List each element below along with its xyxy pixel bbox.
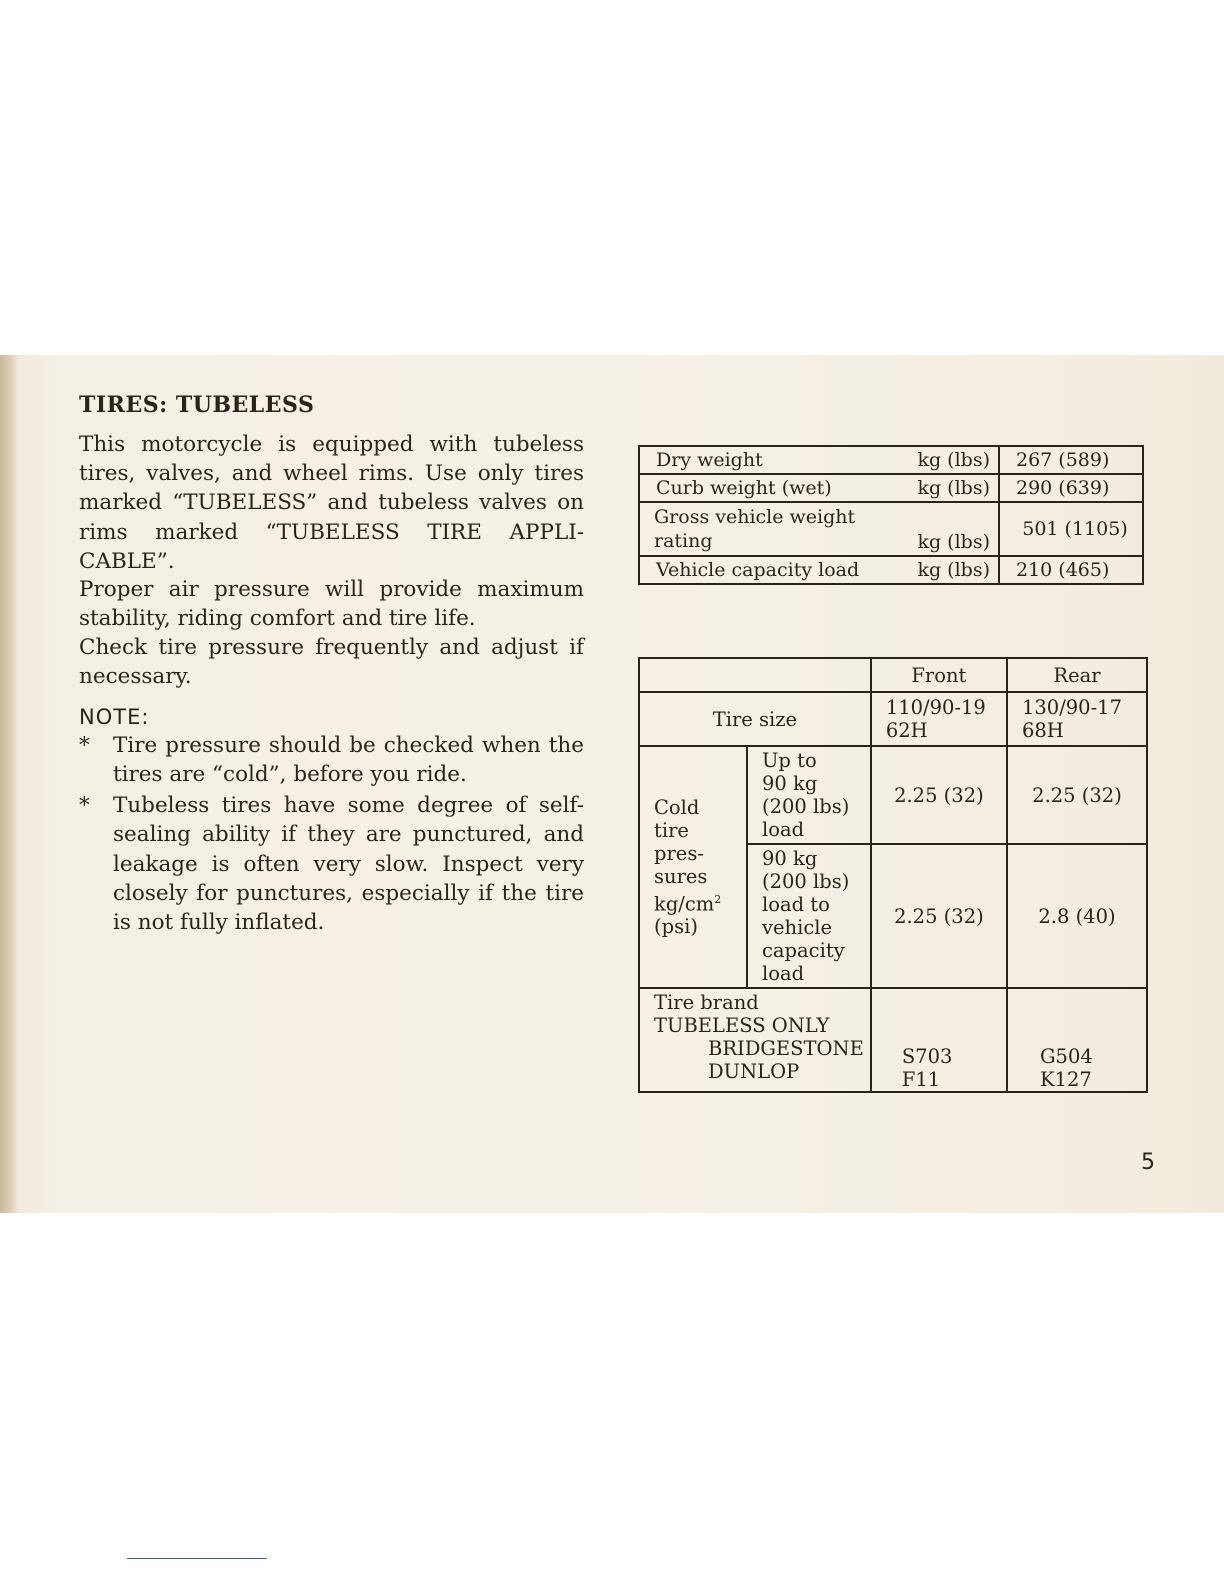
front-tire-model: S703 xyxy=(901,1045,953,1068)
condition-line: load xyxy=(762,818,805,841)
front-tire-size xyxy=(871,692,1007,746)
table-row xyxy=(639,556,1143,584)
table-row xyxy=(639,746,1147,844)
note-item-text: Tubeless tires have some degree of self-sealing ability if they are punctured, and leakage is often very slow. Inspect very closely for punctures, especially if the tire is not fully inflated. xyxy=(113,793,584,936)
weight-value: 267 (589) xyxy=(999,446,1143,474)
pressure-paragraph: Proper air pressure will provide maximum stability, riding comfort and tire life. xyxy=(79,577,584,632)
table-header-row xyxy=(639,658,1147,692)
rear-tire-size-line: 130/90-17 xyxy=(1021,696,1122,719)
front-tire-size-line: 110/90-19 xyxy=(885,696,986,719)
weight-table xyxy=(638,445,1144,585)
rear-brand xyxy=(1007,988,1147,1092)
load-condition-full xyxy=(747,844,871,988)
table-row xyxy=(639,474,1143,502)
weight-value: 290 (639) xyxy=(999,474,1143,502)
note-item xyxy=(79,731,584,790)
front-tire-model: F11 xyxy=(901,1068,941,1091)
brand-sublabel: TUBELESS ONLY xyxy=(654,1014,830,1037)
weight-label: Vehicle capacity load xyxy=(639,556,894,584)
empty-header-cell xyxy=(639,658,871,692)
condition-line: (200 lbs) xyxy=(762,795,850,818)
condition-line: load to xyxy=(762,893,830,916)
weight-value: 210 (465) xyxy=(999,556,1143,584)
condition-line: vehicle xyxy=(762,916,833,939)
rear-tire-model: K127 xyxy=(1039,1068,1092,1091)
condition-line: (200 lbs) xyxy=(762,870,850,893)
table-row xyxy=(639,446,1143,474)
rear-tire-size-line: 68H xyxy=(1021,719,1064,742)
cold-pressure-label xyxy=(639,746,747,988)
label-line: sures xyxy=(654,864,708,888)
table-row xyxy=(639,988,1147,1092)
weight-unit: kg (lbs) xyxy=(894,502,999,556)
rear-tire-model: G504 xyxy=(1039,1045,1093,1068)
brand-maker: BRIDGESTONE xyxy=(708,1037,864,1060)
tire-brand-label xyxy=(639,988,871,1092)
note-item-text: Tire pressure should be checked when the tires are “cold”, before you ride. xyxy=(113,733,584,788)
bullet-star: * xyxy=(79,793,90,818)
weight-unit: kg (lbs) xyxy=(894,446,999,474)
section-heading: TIRES: TUBELESS xyxy=(79,392,315,418)
front-pressure-full: 2.25 (32) xyxy=(871,844,1007,988)
condition-line: 90 kg xyxy=(762,772,818,795)
weight-value: 501 (1105) xyxy=(999,502,1143,556)
intro-paragraph: This motorcycle is equipped with tubeless tires, valves, and wheel rims. Use only tires marked “TUBELESS” and tubeless valves on rims marked “TUBELESS TIRE APPLI-CABLE”. xyxy=(79,432,584,574)
condition-line: load xyxy=(762,962,805,985)
manual-page-scan xyxy=(0,355,1224,1213)
brand-label: Tire brand xyxy=(654,991,759,1014)
front-header: Front xyxy=(871,658,1007,692)
weight-label: Gross vehicle weight rating xyxy=(639,502,894,556)
note-item xyxy=(79,791,584,937)
page-binding-shadow xyxy=(0,355,18,1213)
label-line: tire xyxy=(654,818,689,842)
load-condition-light xyxy=(747,746,871,844)
rear-pressure-light: 2.25 (32) xyxy=(1007,746,1147,844)
front-tire-size-line: 62H xyxy=(885,719,928,742)
front-brand xyxy=(871,988,1007,1092)
unit-text: kg/cm xyxy=(654,892,715,916)
tire-spec-table xyxy=(638,657,1148,1093)
condition-line: capacity xyxy=(762,939,845,962)
rear-tire-size xyxy=(1007,692,1147,746)
condition-line: 90 kg xyxy=(762,847,818,870)
label-line xyxy=(654,888,740,916)
weight-label: Curb weight (wet) xyxy=(639,474,894,502)
table-row xyxy=(639,692,1147,746)
footer-rule xyxy=(127,1558,267,1559)
front-pressure-light: 2.25 (32) xyxy=(871,746,1007,844)
tire-size-label: Tire size xyxy=(639,692,871,746)
label-line: Cold xyxy=(654,795,700,819)
weight-unit: kg (lbs) xyxy=(894,556,999,584)
brand-maker: DUNLOP xyxy=(708,1060,800,1083)
label-line: pres- xyxy=(654,841,704,865)
check-paragraph: Check tire pressure frequently and adjust if necessary. xyxy=(79,635,584,690)
rear-pressure-full: 2.8 (40) xyxy=(1007,844,1147,988)
condition-line: Up to xyxy=(762,749,817,772)
rear-header: Rear xyxy=(1007,658,1147,692)
weight-label: Dry weight xyxy=(639,446,894,474)
label-line: (psi) xyxy=(654,915,698,939)
note-title: NOTE: xyxy=(79,705,150,729)
page-number: 5 xyxy=(1141,1150,1155,1175)
bullet-star: * xyxy=(79,733,90,758)
unit-superscript: 2 xyxy=(714,892,722,906)
weight-unit: kg (lbs) xyxy=(894,474,999,502)
table-row xyxy=(639,502,1143,556)
